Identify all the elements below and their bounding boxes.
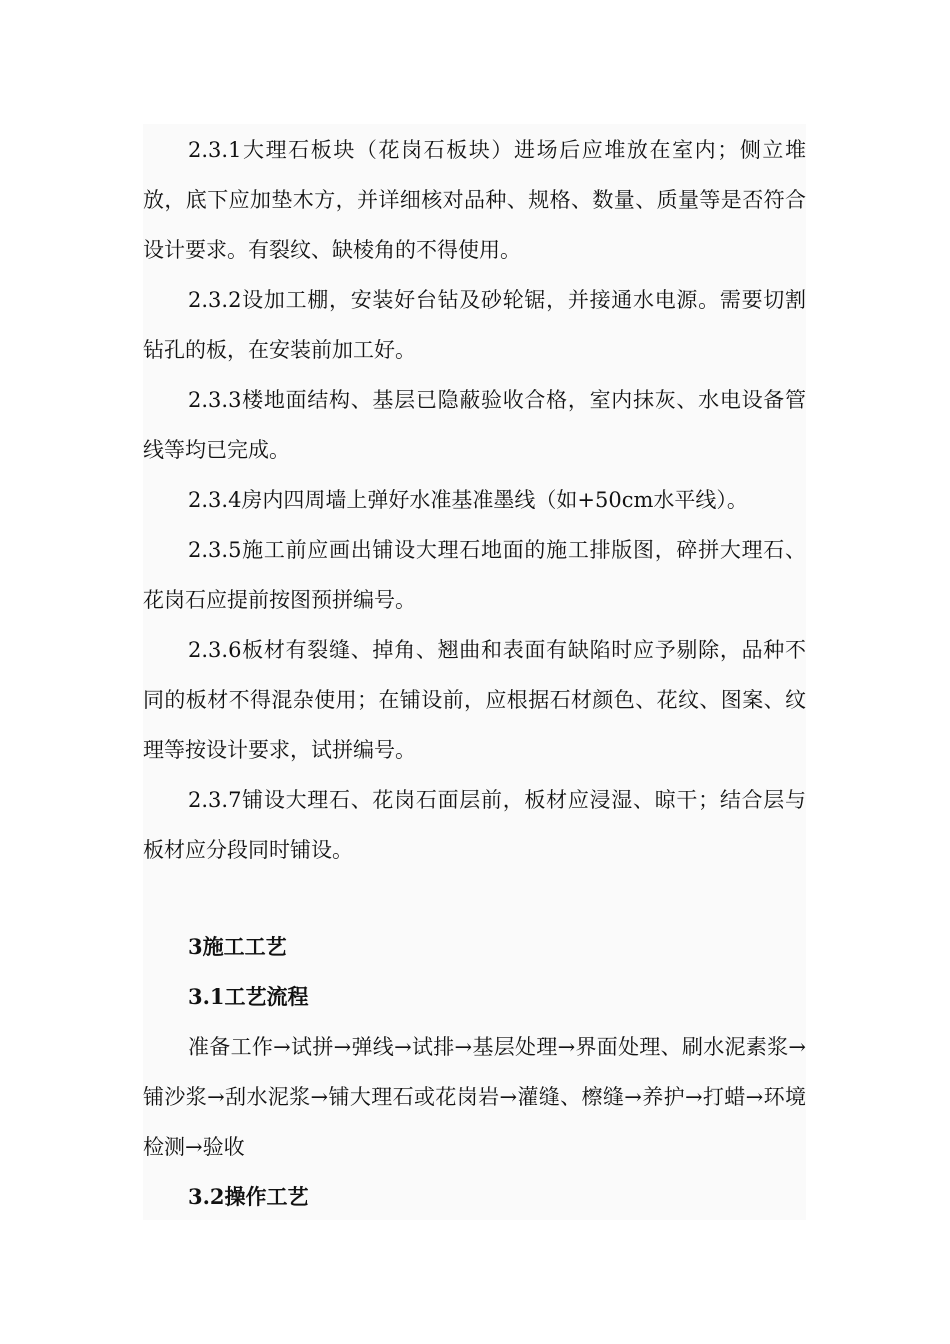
paragraph-2-3-5: 2.3.5施工前应画出铺设大理石地面的施工排版图，碎拼大理石、花岗石应提前按图预拼编号。 [143,538,806,612]
heading-3-2: 3.2操作工艺 [188,1184,309,1209]
paragraph-2-3-4: 2.3.4房内四周墙上弹好水准基准墨线（如+50cm水平线）。 [188,488,748,512]
heading-3: 3施工工艺 [188,934,287,959]
paragraph-2-3-2: 2.3.2设加工棚，安装好台钻及砂轮锯，并接通水电源。需要切割钻孔的板，在安装前加工好。 [143,288,806,362]
heading-3-1: 3.1工艺流程 [188,984,309,1009]
paragraph-2-3-7: 2.3.7铺设大理石、花岗石面层前，板材应浸湿、晾干；结合层与板材应分段同时铺设。 [143,788,806,862]
document-page [143,124,806,1220]
paragraph-2-3-1: 2.3.1大理石板块（花岗石板块）进场后应堆放在室内；侧立堆放，底下应加垫木方，并详细核对品种、规格、数量、质量等是否符合设计要求。有裂纹、缺棱角的不得使用。 [143,138,806,262]
paragraph-2-3-3: 2.3.3楼地面结构、基层已隐蔽验收合格，室内抹灰、水电设备管线等均已完成。 [143,388,806,462]
process-flow-text: 准备工作→试拼→弹线→试排→基层处理→界面处理、刷水泥素浆→铺沙浆→刮水泥浆→铺大理石或花岗岩→灌缝、檫缝→养护→打蜡→环境检测→验收 [143,1035,806,1159]
paragraph-2-3-6: 2.3.6板材有裂缝、掉角、翘曲和表面有缺陷时应予剔除，品种不同的板材不得混杂使用；在铺设前，应根据石材颜色、花纹、图案、纹理等按设计要求，试拼编号。 [143,638,806,762]
